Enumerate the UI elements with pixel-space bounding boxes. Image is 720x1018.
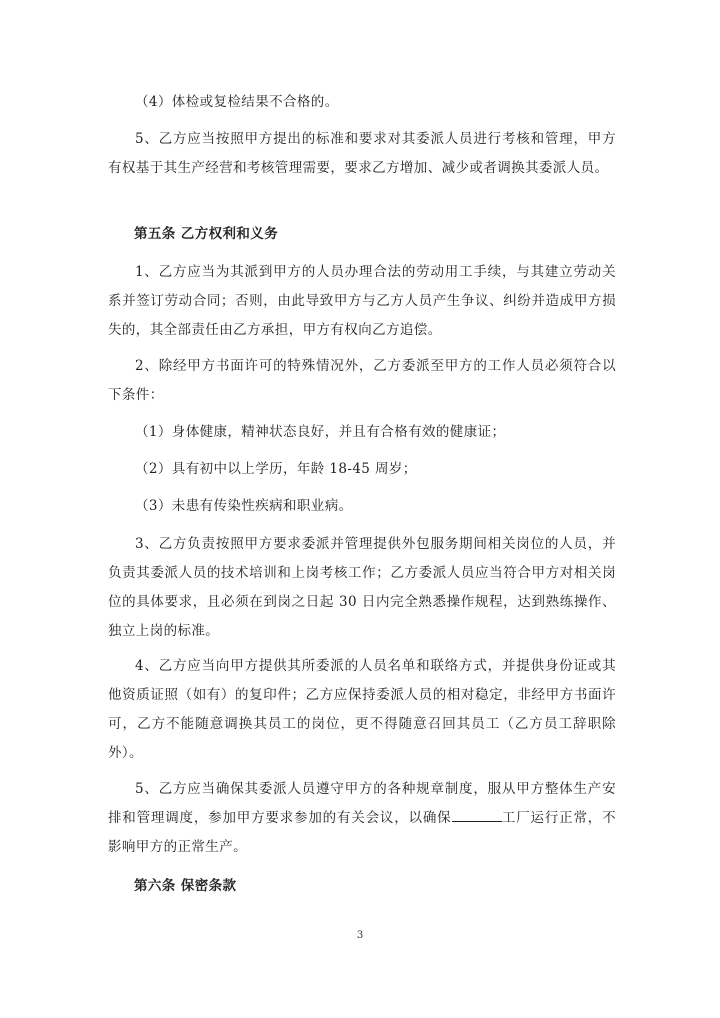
paragraph-condition-2: （2）具有初中以上学历，年龄 18-45 周岁； bbox=[135, 461, 417, 477]
section-heading-article-5: 第五条 乙方权利和义务 bbox=[134, 226, 279, 242]
paragraph-condition-1: （1）身体健康，精神状态良好，并且有合格有效的健康证； bbox=[135, 424, 506, 440]
paragraph-article5-5-part2: 工厂运行正常，不影响甲方的正常生产。 bbox=[108, 810, 616, 855]
paragraph-article5-5 bbox=[108, 775, 616, 862]
page-number: 3 bbox=[356, 930, 364, 941]
paragraph-article5-5-part1: 5、乙方应当确保其委派人员遵守甲方的各种规章制度，服从甲方整体生产安排和管理调度，参加甲方要求参加的有关会议，以确保 bbox=[108, 781, 616, 826]
fill-in-blank[interactable] bbox=[452, 807, 502, 822]
paragraph-article5-3: 3、乙方负责按照甲方要求委派并管理提供外包服务期间相关岗位的人员，并负责其委派人员的技术培训和上岗考核工作；乙方委派人员应当符合甲方对相关岗位的具体要求，且必须在到岗之日起 30 日内完全熟悉操作规程，达到熟练操作、独立上岗的标准。 bbox=[108, 536, 616, 639]
paragraph-article5-1: 1、乙方应当为其派到甲方的人员办理合法的劳动用工手续，与其建立劳动关系并签订劳动合同；否则，由此导致甲方与乙方人员产生争议、纠纷并造成甲方损失的，其全部责任由乙方承担，甲方有权向乙方追偿。 bbox=[108, 264, 616, 338]
section-heading-article-6: 第六条 保密条款 bbox=[134, 878, 237, 894]
paragraph-condition-3: （3）未患有传染性疾病和职业病。 bbox=[135, 498, 353, 514]
paragraph-article5-4: 4、乙方应当向甲方提供其所委派的人员名单和联络方式，并提供身份证或其他资质证照（如有）的复印件；乙方应保持委派人员的相对稳定，非经甲方书面许可，乙方不能随意调换其员工的岗位，更不得随意召回其员工（乙方员工辞职除外）。 bbox=[108, 658, 616, 761]
paragraph-4-4: （4）体检或复检结果不合格的。 bbox=[135, 94, 339, 110]
paragraph-article5-2: 2、除经甲方书面许可的特殊情况外，乙方委派至甲方的工作人员必须符合以下条件： bbox=[108, 358, 616, 403]
paragraph-clause-5: 5、乙方应当按照甲方提出的标准和要求对其委派人员进行考核和管理，甲方有权基于其生产经营和考核管理需要，要求乙方增加、减少或者调换其委派人员。 bbox=[108, 131, 616, 176]
